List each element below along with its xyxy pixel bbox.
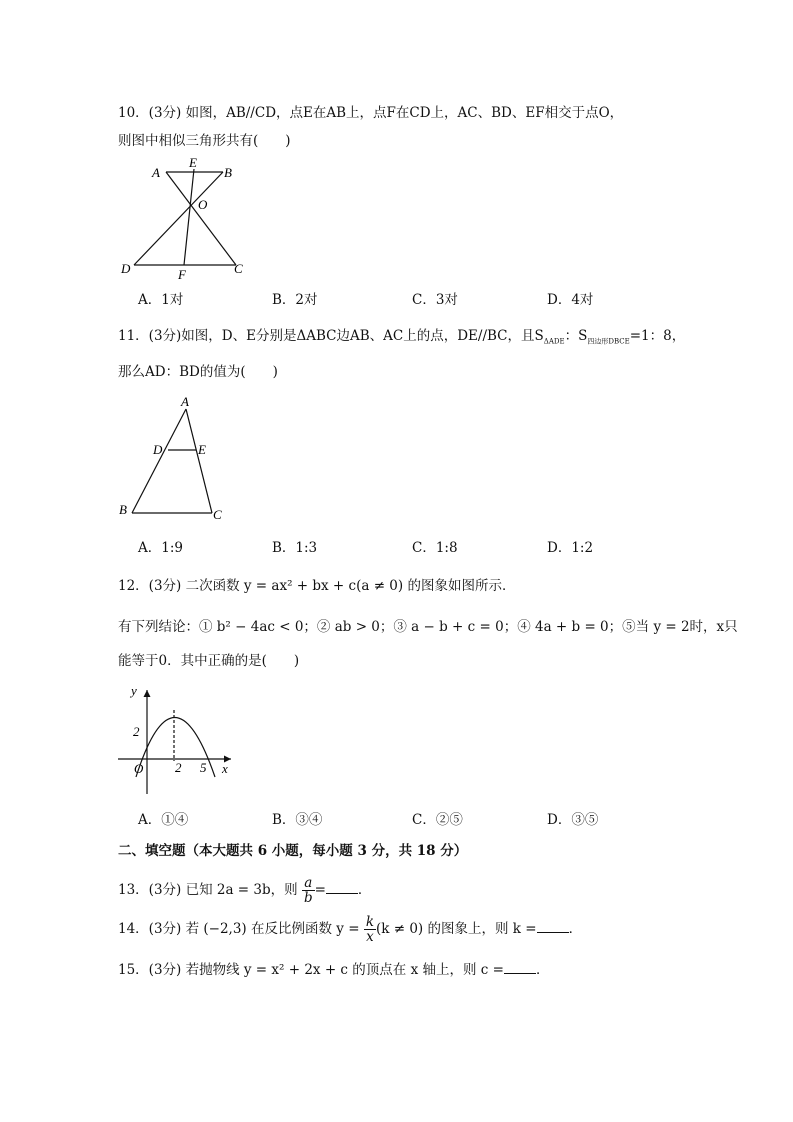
q11-line1 <box>118 326 685 352</box>
q14-mid: (k ≠ 0) 的图象上，则 k = <box>376 921 537 937</box>
q14-answer-blank[interactable] <box>537 920 569 933</box>
label-origin: O <box>134 761 144 776</box>
q13-num: a <box>302 876 315 891</box>
q11-line1-text: 11．(3分)如图，D、E分别是ΔABC边AB、AC上的点，DE//BC，且S <box>118 328 544 344</box>
q12-line2: 有下列结论：① b² − 4ac < 0；② ab > 0；③ a − b + c = 0；④ 4a + b = 0；⑤当 y = 2时，x只 <box>118 619 738 635</box>
label-b: B <box>119 502 127 517</box>
label-f: F <box>178 267 186 282</box>
label-a: A <box>181 394 189 409</box>
q15-answer-blank[interactable] <box>504 961 536 974</box>
q11-figure <box>116 392 236 524</box>
q14-num: k <box>365 914 374 930</box>
q14-end: ． <box>568 921 583 937</box>
q11-line2: 那么AD：BD的值为( ) <box>118 364 278 380</box>
q10-figure <box>118 155 258 283</box>
q11-sub-dbce: 四边形DBCE <box>587 337 630 346</box>
label-b: B <box>224 165 232 180</box>
segment-ef <box>184 169 194 265</box>
label-y: y <box>131 683 137 698</box>
q10-option-a: A．1对 <box>138 292 184 308</box>
q14-text: 14．(3分) 若 (−2,3) 在反比例函数 y = <box>118 921 360 937</box>
label-y-2: 2 <box>133 724 140 739</box>
q15-text: 15．(3分) 若抛物线 y = x² + 2x + c 的顶点在 x 轴上，则 c = <box>118 962 504 978</box>
q12-line3: 能等于0．其中正确的是( ) <box>118 653 300 669</box>
q12-option-c: C．②⑤ <box>412 812 463 828</box>
q12-graph <box>118 682 243 797</box>
label-c: C <box>213 507 222 522</box>
q10-line1: 10．(3分) 如图，AB//CD，点E在AB上，点F在CD上，AC、BD、EF相交于点O， <box>118 105 624 121</box>
q13-den: b <box>303 890 313 906</box>
q14-fraction <box>364 915 376 944</box>
label-e: E <box>198 442 206 457</box>
label-a: A <box>152 165 160 180</box>
q12-option-a: A．①④ <box>138 812 189 828</box>
q11-option-d: D．1:2 <box>547 540 594 556</box>
q10-line2: 则图中相似三角形共有( ) <box>118 133 291 149</box>
q10-option-c: C．3对 <box>412 292 458 308</box>
q12-option-d: D．③⑤ <box>547 812 599 828</box>
q10-option-b: B．2对 <box>272 292 318 308</box>
label-x-2: 2 <box>175 760 182 775</box>
section-heading: 二、填空题（本大题共 6 小题，每小题 3 分，共 18 分） <box>118 843 468 859</box>
q13-answer-blank[interactable] <box>326 881 358 894</box>
q15-end: ． <box>535 962 550 978</box>
q11-line1-mid: ：S <box>564 328 588 344</box>
segment-ac <box>166 172 236 265</box>
q12-option-b: B．③④ <box>272 812 323 828</box>
q13-fraction <box>302 876 315 905</box>
label-x-5: 5 <box>200 760 207 775</box>
q15-line <box>118 960 549 980</box>
q13-text: 13．(3分) 已知 2a = 3b，则 <box>118 882 298 898</box>
q11-sub-ade: ΔADE <box>543 337 565 346</box>
label-d: D <box>121 261 131 276</box>
label-c: C <box>234 261 243 276</box>
q11-option-a: A．1:9 <box>138 540 183 556</box>
q10-option-d: D．4对 <box>547 292 594 308</box>
label-d: D <box>153 442 163 457</box>
label-x: x <box>222 761 228 776</box>
q13-end: ． <box>357 882 372 898</box>
q14-line <box>118 915 582 944</box>
q11-diagram <box>116 392 236 524</box>
q12-line1: 12．(3分) 二次函数 y = ax² + bx + c(a ≠ 0) 的图象如图所示． <box>118 578 516 594</box>
segment-ac <box>186 409 212 513</box>
segment-bd <box>134 172 223 265</box>
q11-option-c: C．1:8 <box>412 540 458 556</box>
q13-line <box>118 876 371 905</box>
q14-den: x <box>366 929 374 945</box>
label-e: E <box>189 155 197 170</box>
q13-eq: = <box>314 882 326 898</box>
q11-line1-end: =1：8， <box>629 328 686 344</box>
q10-diagram <box>118 155 258 283</box>
segment-ab <box>132 409 186 513</box>
q11-option-b: B．1:3 <box>272 540 318 556</box>
label-o: O <box>198 197 208 212</box>
q12-figure <box>118 682 243 797</box>
